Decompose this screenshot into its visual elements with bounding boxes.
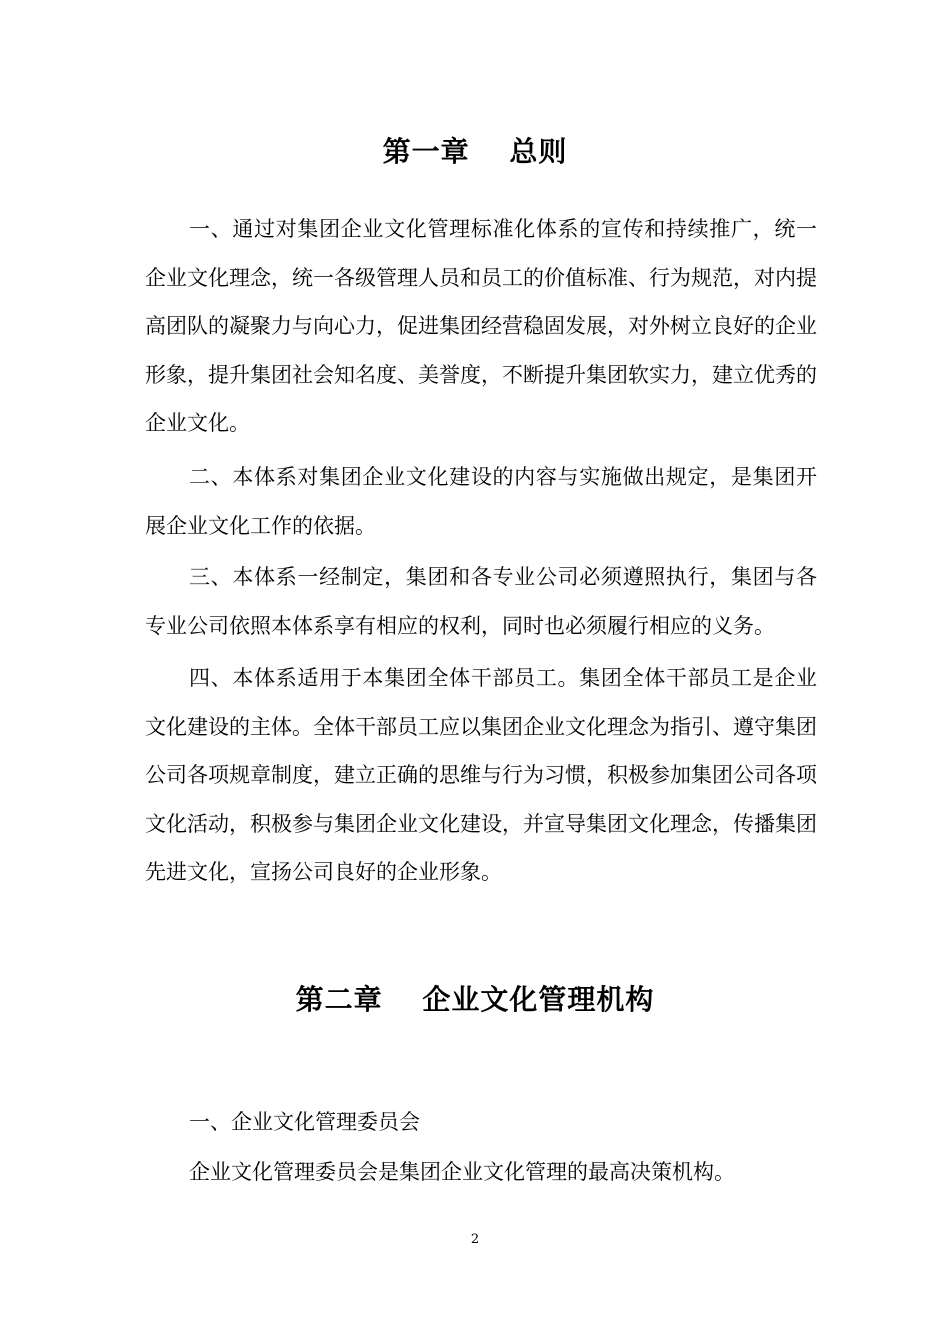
chapter-1-paragraph-1: 一、通过对集团企业文化管理标准化体系的宣传和持续推广，统一企业文化理念，统一各级管理人员和员工的价值标准、行为规范，对内提高团队的凝聚力与向心力，促进集团经营稳固发展，对外树立良好的企业形象，提升集团社会知名度、美誉度，不断提升集团软实力，建立优秀的企业文化。 <box>145 217 817 435</box>
chapter-2-section-heading: 一、企业文化管理委员会 <box>189 1110 420 1134</box>
page-number: 2 <box>470 1232 480 1247</box>
chapter-1-paragraph-3: 三、本体系一经制定，集团和各专业公司必须遵照执行，集团与各专业公司依照本体系享有相应的权利，同时也必须履行相应的义务。 <box>145 565 817 638</box>
chapter-1-paragraph-2: 二、本体系对集团企业文化建设的内容与实施做出规定，是集团开展企业文化工作的依据。 <box>145 465 817 538</box>
chapter-2-title: 第二章 企业文化管理机构 <box>295 983 655 1016</box>
chapter-2-paragraph-1: 企业文化管理委员会是集团企业文化管理的最高决策机构。 <box>189 1160 735 1184</box>
chapter-1-paragraph-4: 四、本体系适用于本集团全体干部员工。集团全体干部员工是企业文化建设的主体。全体干部员工应以集团企业文化理念为指引、遵守集团公司各项规章制度，建立正确的思维与行为习惯，积极参加集团公司各项文化活动，积极参与集团企业文化建设，并宣导集团文化理念，传播集团先进文化，宣扬公司良好的企业形象。 <box>145 666 817 884</box>
chapter-1-title: 第一章 总则 <box>382 135 568 168</box>
